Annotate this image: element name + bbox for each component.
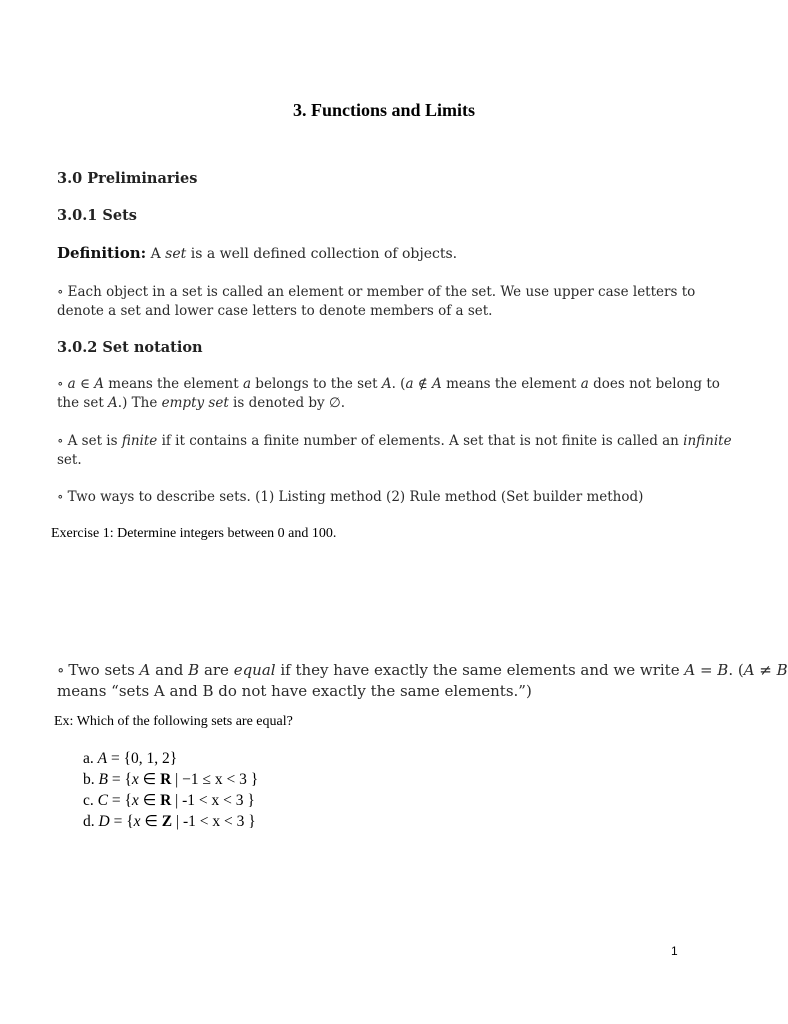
paragraph-finite [57,432,732,470]
math-expression: A ≠ B [743,661,788,679]
item-prefix: d. [83,813,99,830]
text-run: does not belong to [588,376,720,392]
emphasis-term: equal [233,661,276,679]
section-heading-sets: 3.0.1 Sets [57,207,137,224]
emphasis-term: empty set [161,395,229,411]
set-definition: = { [107,792,132,809]
emphasis-term: infinite [683,433,732,449]
emphasis-term: finite [121,433,158,449]
paragraph-equal-sets [57,660,788,702]
text-run: Two ways to describe sets. (1) Listing method (2) Rule method (Set builder method) [67,489,644,505]
text-run: Two sets [68,661,140,679]
section-heading-preliminaries: 3.0 Preliminaries [57,170,198,187]
text-run: are [199,661,234,679]
list-item [83,748,258,769]
example-question: Ex: Which of the following sets are equal? [54,714,293,729]
item-prefix: a. [83,750,98,767]
math-variable: A [108,395,118,411]
item-prefix: c. [83,792,98,809]
math-expression: A = B [684,661,729,679]
math-variable: a [580,376,589,392]
text-run: is denoted by ∅. [228,395,346,411]
item-prefix: b. [83,771,99,788]
page-number: 1 [671,944,678,958]
set-definition: = { [109,813,134,830]
math-expression: a ∈ A [67,376,104,392]
definition-label: Definition: [57,244,147,262]
text-run: and [150,661,189,679]
section-heading-set-notation: 3.0.2 Set notation [57,339,203,356]
math-variable: x [133,813,141,830]
text-run: A set is [67,433,122,449]
text-run: if it contains a finite number of elements. A set that is not finite is called an [157,433,684,449]
bullet-icon: ∘ [57,376,64,392]
example-set-list [83,748,258,832]
text-run: means the element [104,376,243,392]
paragraph-line: Each object in a set is called an element or member of the set. We use upper case letters to [67,284,696,300]
set-definition: = {0, 1, 2} [107,750,178,767]
list-item [83,811,258,832]
list-item [83,790,258,811]
bullet-icon: ∘ [57,661,65,679]
text-run: means the element [441,376,581,392]
paragraph-line: denote a set and lower case letters to denote members of a set. [57,303,493,319]
math-variable: A [139,661,151,679]
set-definition: = { [107,771,132,788]
set-name: A [97,750,108,767]
paragraph-membership [57,375,720,413]
set-name: D [98,813,110,830]
set-definition: ∈ [138,792,161,809]
math-variable: a [242,376,252,392]
bullet-icon: ∘ [57,433,64,449]
math-expression: a ∉ A [405,376,442,392]
text-run: set. [57,452,82,468]
text-run: . ( [728,661,744,679]
definition-text-pre: A [150,246,166,262]
exercise-1: Exercise 1: Determine integers between 0 and 100. [51,526,337,541]
set-definition: ∈ [138,771,161,788]
text-run: . ( [391,376,406,392]
list-item [83,769,258,790]
set-definition: | -1 < x < 3 } [171,792,255,809]
text-run: belongs to the set [251,376,382,392]
number-set: R [160,792,172,809]
text-run: .) The [117,395,162,411]
set-definition: ∈ [140,813,162,830]
bullet-icon: ∘ [57,284,64,300]
math-variable: x [131,792,139,809]
set-definition: | -1 < x < 3 } [172,813,256,830]
set-name: C [97,792,108,809]
definition-text-post: is a well defined collection of objects. [186,246,458,262]
set-name: B [98,771,108,788]
math-variable: B [188,661,200,679]
set-definition: | −1 ≤ x < 3 } [171,771,259,788]
math-variable: x [131,771,139,788]
math-variable: A [381,376,392,392]
text-run: if they have exactly the same elements and we write [275,661,685,679]
page-title: 3. Functions and Limits [292,100,476,120]
definition-paragraph [57,244,457,264]
number-set: Z [161,813,173,830]
paragraph-describe-sets [57,488,643,507]
text-run: the set [57,395,109,411]
number-set: R [160,771,172,788]
bullet-icon: ∘ [57,489,64,505]
paragraph-elements [57,283,695,321]
text-run: means “sets A and B do not have exactly the same elements.”) [57,682,532,700]
definition-term: set [165,246,187,262]
